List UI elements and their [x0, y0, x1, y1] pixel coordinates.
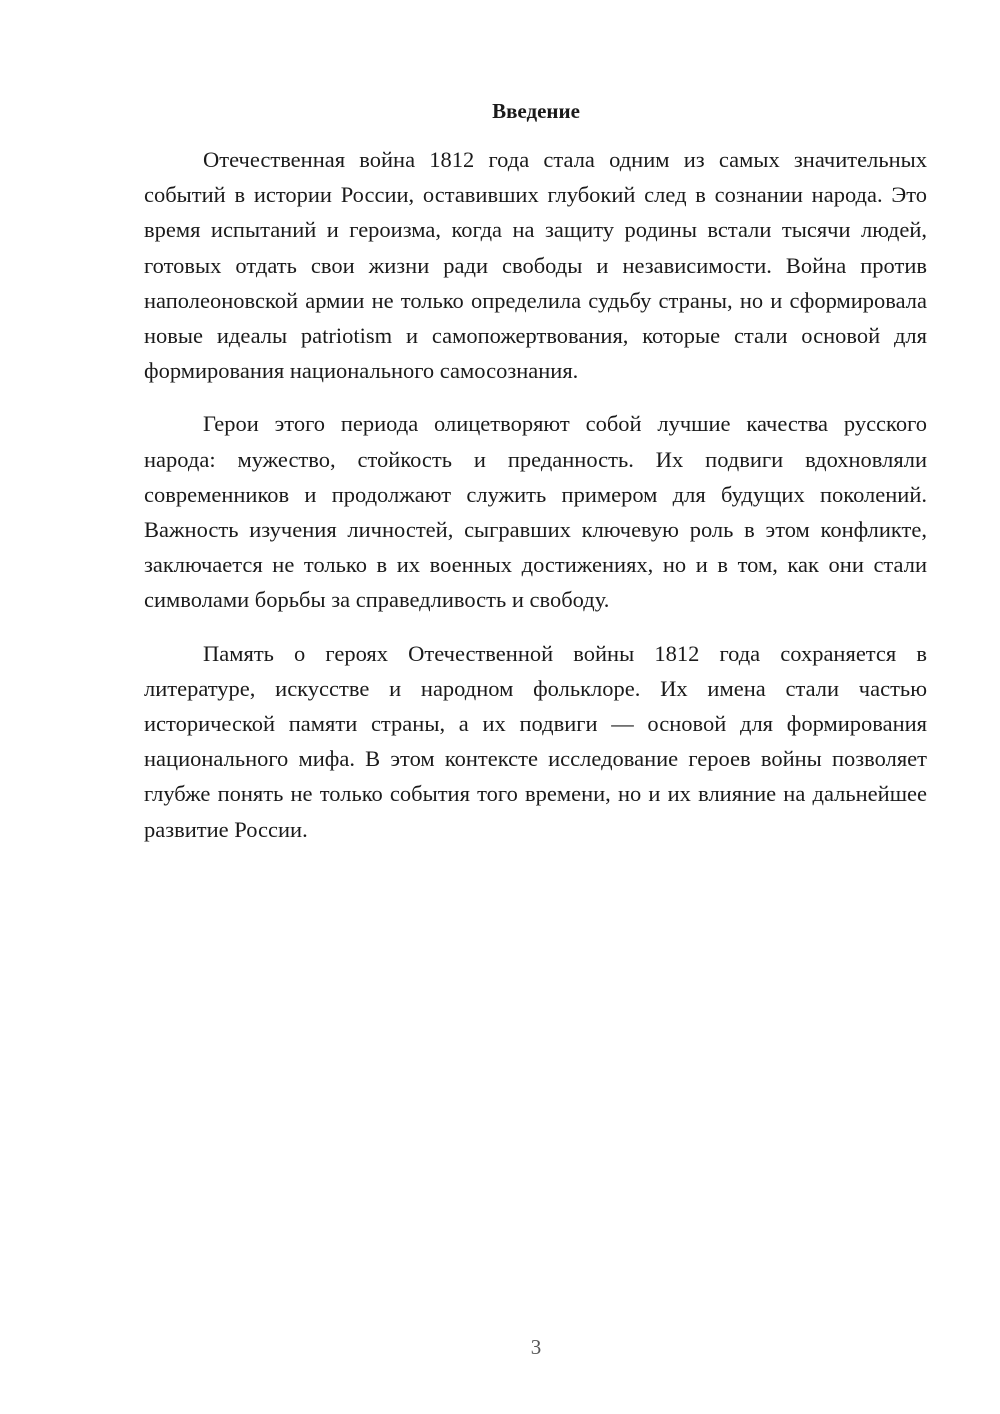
body-text: [144, 142, 927, 865]
page-number: 3: [530, 1335, 542, 1359]
paragraph-3: Память о героях Отечественной войны 1812 года сохраняется в литературе, искусстве и народном фольклоре. Их имена стали частью исторической памяти страны, а их подвиги — основой для формирования национального мифа. В этом контексте исследование героев войны позволяет глубже понять не только события того времени, но и их влияние на дальнейшее развитие России.: [144, 640, 927, 842]
section-title: Введение: [492, 99, 580, 123]
paragraph-2: Герои этого периода олицетворяют собой лучшие качества русского народа: мужество, стойкость и преданность. Их подвиги вдохновляли современников и продолжают служить примером для будущих поколений. Важность изучения личностей, сыгравших ключевую роль в этом конфликте, заключается не только в их военных достижениях, но и в том, как они стали символами борьбы за справедливость и свободу.: [144, 411, 927, 613]
paragraph-1: Отечественная война 1812 года стала одним из самых значительных событий в истории России, оставивших глубокий след в сознании народа. Это время испытаний и героизма, когда на защиту родины встали тысячи людей, готовых отдать свои жизни ради свободы и независимости. Война против наполеоновской армии не только определила судьбу страны, но и сформировала новые идеалы patriotism и самопожертвования, которые стали основой для формирования национального самосознания.: [144, 147, 927, 384]
